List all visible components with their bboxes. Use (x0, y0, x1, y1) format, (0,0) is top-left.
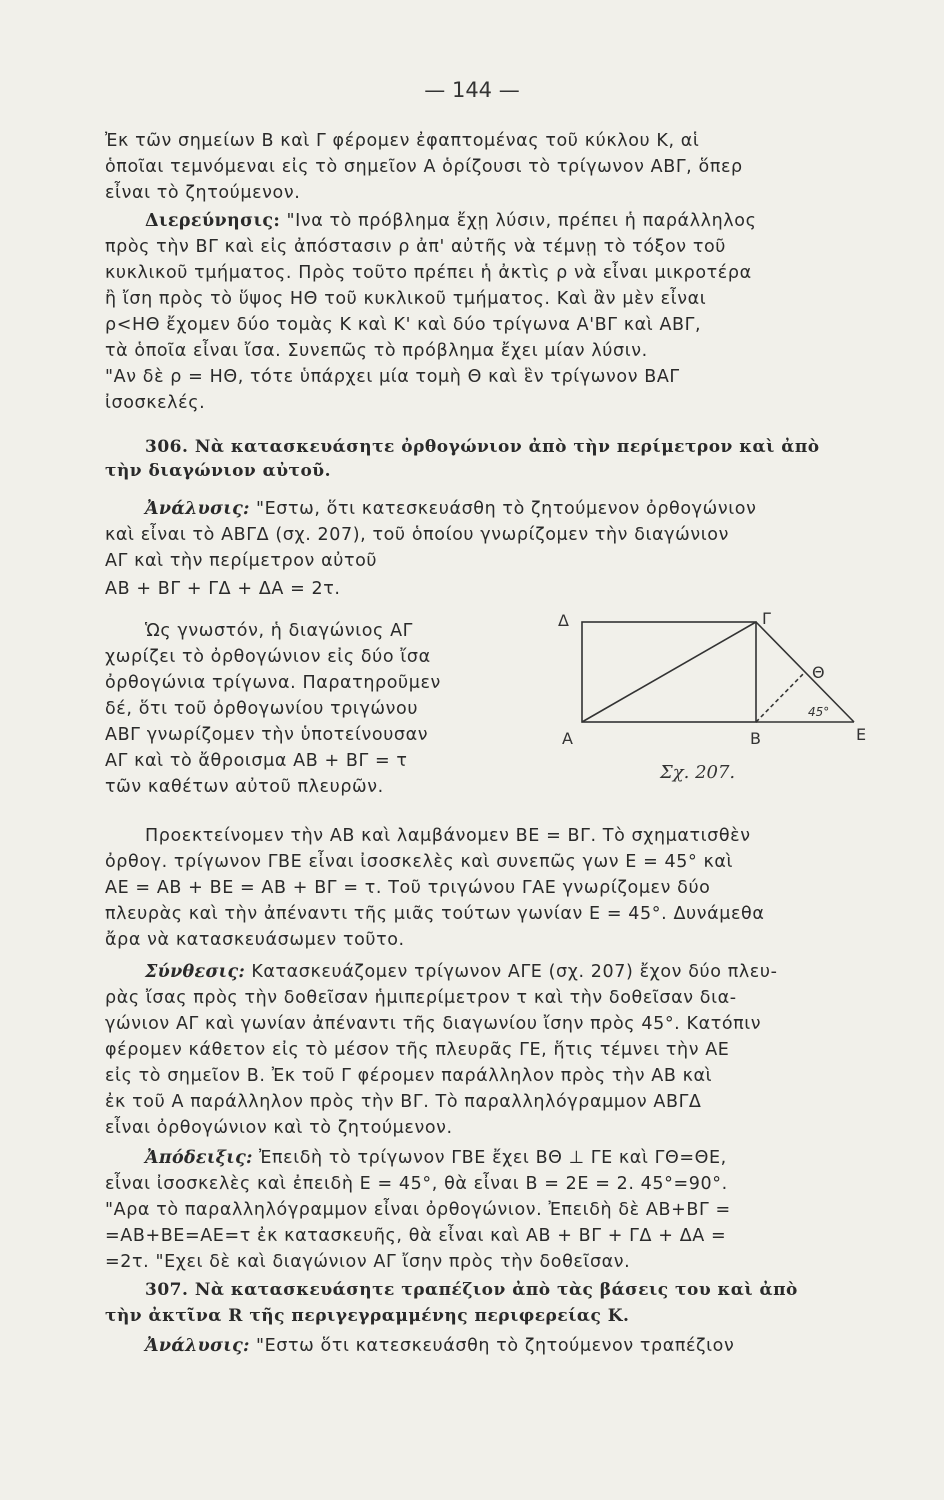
label-delta: Δ (558, 612, 569, 630)
text-line: εἰς τὸ σημεῖον Β. Ἐκ τοῦ Γ φέρομεν παράλληλον πρὸς τὴν ΑΒ καὶ (105, 1066, 713, 1086)
text-line: ἐκ τοῦ Α παράλληλον πρὸς τὴν ΒΓ. Τὸ παραλληλόγραμμον ΑΒΓΔ (105, 1092, 702, 1112)
text-line: ὁποῖαι τεμνόμεναι εἰς τὸ σημεῖον Α ὁρίζουσι τὸ τρίγωνον ΑΒΓ, ὅπερ (105, 157, 743, 177)
text-line: ἰσοσκελές. (105, 393, 206, 413)
analysis-label: Ἀνάλυσις: (145, 499, 250, 519)
text-line: πλευρὰς καὶ τὴν ἀπέναντι τῆς μιᾶς τούτων γωνίαν Ε = 45°. Δυνάμεθα (105, 904, 765, 924)
text-line: Προεκτείνομεν τὴν ΑΒ καὶ λαμβάνομεν ΒΕ = ΒΓ. Τὸ σχηματισθὲν (145, 826, 751, 846)
analysis-text: "Εστω, ὅτι κατεσκευάσθη τὸ ζητούμενον ὀρθογώνιον (255, 499, 757, 519)
figure-207-diagram (540, 612, 870, 762)
problem-306-heading-cont: τὴν διαγώνιον αὐτοῦ. (105, 461, 332, 481)
text-line: ρ<ΗΘ ἔχομεν δύο τομὰς Κ καὶ Κ' καὶ δύο τρίγωνα Α'ΒΓ καὶ ΑΒΓ, (105, 315, 702, 335)
text-line: ὀρθογώνια τρίγωνα. Παρατηροῦμεν (105, 673, 441, 693)
text-line: ἄρα νὰ κατασκευάσωμεν τοῦτο. (105, 930, 405, 950)
text-line: εἶναι ἰσοσκελὲς καὶ ἐπειδὴ Ε = 45°, θὰ εἶναι Β = 2Ε = 2. 45°=90°. (105, 1174, 728, 1194)
analysis2-label: Ἀνάλυσις: (145, 1336, 250, 1356)
diagonal-ag (582, 622, 756, 722)
text-line: δέ, ὅτι τοῦ ὀρθογωνίου τριγώνου (105, 699, 419, 719)
text-line: χωρίζει τὸ ὀρθογώνιον εἰς δύο ἴσα (105, 647, 431, 667)
label-epsilon: Ε (856, 725, 867, 744)
synthesis-text: Κατασκευάζομεν τρίγωνον ΑΓΕ (σχ. 207) ἔχον δύο πλευ- (251, 962, 778, 982)
proof-line (145, 1147, 875, 1169)
text-line: φέρομεν κάθετον εἰς τὸ μέσον τῆς πλευρᾶς ΓΕ, ἥτις τέμνει τὴν ΑΕ (105, 1040, 730, 1060)
text-line: πρὸς τὴν ΒΓ καὶ εἰς ἀπόστασιν ρ ἀπ' αὐτῆς νὰ τέμνῃ τὸ τόξον τοῦ (105, 237, 726, 257)
text-line: εἶναι ὀρθογώνιον καὶ τὸ ζητούμενον. (105, 1118, 453, 1138)
diereunisis-line (145, 210, 875, 232)
problem-307-heading-cont: τὴν ἀκτῖνα R τῆς περιγεγραμμένης περιφερείας Κ. (105, 1306, 630, 1326)
equation-line: ΑΒ + ΒΓ + ΓΔ + ΔΑ = 2τ. (105, 579, 341, 599)
text-line: ΑΓ καὶ τὸ ἄθροισμα ΑΒ + ΒΓ = τ (105, 751, 408, 771)
figure-caption: Σχ. 207. (660, 762, 736, 783)
synthesis-line (145, 961, 875, 983)
synthesis-label: Σύνθεσις: (145, 962, 246, 982)
text-line: γώνιον ΑΓ καὶ γωνίαν ἀπέναντι τῆς διαγωνίου ἴσην πρὸς 45°. Κατόπιν (105, 1014, 762, 1034)
analysis-line (145, 498, 875, 520)
label-angle: 45° (808, 705, 830, 719)
text-line: ρὰς ἴσας πρὸς τὴν δοθεῖσαν ἡμιπερίμετρον τ καὶ τὴν δοθεῖσαν δια- (105, 988, 737, 1008)
label-gamma: Γ (762, 612, 771, 628)
analysis2-line (145, 1335, 875, 1357)
problem-307-heading: 307. Νὰ κατασκευάσητε τραπέζιον ἀπὸ τὰς βάσεις του καὶ ἀπὸ (145, 1280, 798, 1300)
text-line: τῶν καθέτων αὐτοῦ πλευρῶν. (105, 777, 384, 797)
text-line: ὀρθογ. τρίγωνον ΓΒΕ εἶναι ἰσοσκελὲς καὶ συνεπῶς γων Ε = 45° καὶ (105, 852, 734, 872)
problem-306-heading: 306. Νὰ κατασκευάσητε ὀρθογώνιον ἀπὸ τὴν περίμετρον καὶ ἀπὸ (145, 437, 820, 457)
text-line: ΑΕ = ΑΒ + ΒΕ = ΑΒ + ΒΓ = τ. Τοῦ τριγώνου ΓΑΕ γνωρίζομεν δύο (105, 878, 711, 898)
proof-label: Ἀπόδειξις: (145, 1148, 253, 1168)
text-line: ἢ ἴση πρὸς τὸ ὕψος ΗΘ τοῦ κυκλικοῦ τμήματος. Καὶ ἂν μὲν εἶναι (105, 289, 707, 309)
page-number: — 144 — (424, 78, 520, 102)
text-line: τὰ ὁποῖα εἶναι ἴσα. Συνεπῶς τὸ πρόβλημα ἔχει μίαν λύσιν. (105, 341, 648, 361)
text-line: καὶ εἶναι τὸ ΑΒΓΔ (σχ. 207), τοῦ ὁποίου γνωρίζομεν τὴν διαγώνιον (105, 525, 729, 545)
text-line: Ὡς γνωστόν, ἡ διαγώνιος ΑΓ (145, 621, 413, 641)
text-line: κυκλικοῦ τμήματος. Πρὸς τοῦτο πρέπει ἡ ἀκτὶς ρ νὰ εἶναι μικροτέρα (105, 263, 752, 283)
label-theta: Θ (812, 663, 825, 682)
proof-text: Ἐπειδὴ τὸ τρίγωνον ΓΒΕ ἔχει ΒΘ ⊥ ΓΕ καὶ ΓΘ=ΘΕ, (258, 1148, 727, 1168)
text-line: Ἐκ τῶν σημείων Β καὶ Γ φέρομεν ἐφαπτομένας τοῦ κύκλου Κ, αἱ (105, 131, 700, 151)
diereunisis-text: "Ινα τὸ πρόβλημα ἔχῃ λύσιν, πρέπει ἡ παράλληλος (286, 211, 757, 231)
label-alpha: Α (562, 729, 573, 748)
label-beta: Β (750, 729, 761, 748)
diereunisis-label: Διερεύνησις: (145, 211, 281, 231)
perpendicular-btheta (756, 672, 805, 722)
text-line: =ΑΒ+ΒΕ=ΑΕ=τ ἐκ κατασκευῆς, θὰ εἶναι καὶ ΑΒ + ΒΓ + ΓΔ + ΔΑ = (105, 1226, 727, 1246)
text-line: "Αρα τὸ παραλληλόγραμμον εἶναι ὀρθογώνιον. Ἐπειδὴ δὲ ΑΒ+ΒΓ = (105, 1200, 731, 1220)
text-line: ΑΒΓ γνωρίζομεν τὴν ὑποτείνουσαν (105, 725, 429, 745)
text-line: "Αν δὲ ρ = ΗΘ, τότε ὑπάρχει μία τομὴ Θ καὶ ἓν τρίγωνον ΒΑΓ (105, 367, 680, 387)
text-line: =2τ. "Εχει δὲ καὶ διαγώνιον ΑΓ ἴσην πρὸς τὴν δοθεῖσαν. (105, 1252, 631, 1272)
analysis2-text: "Εστω ὅτι κατεσκευάσθη τὸ ζητούμενον τραπέζιον (255, 1336, 735, 1356)
text-line: εἶναι τὸ ζητούμενον. (105, 183, 301, 203)
text-line: ΑΓ καὶ τὴν περίμετρον αὐτοῦ (105, 551, 378, 571)
